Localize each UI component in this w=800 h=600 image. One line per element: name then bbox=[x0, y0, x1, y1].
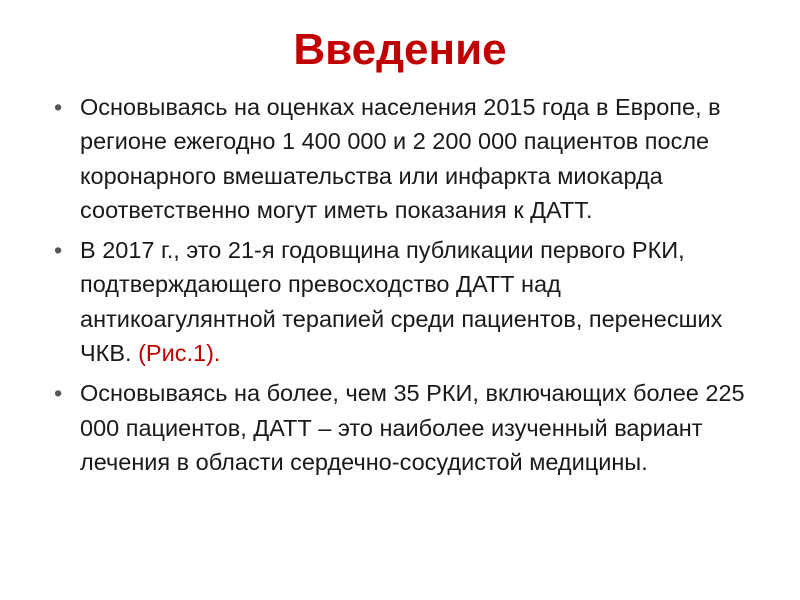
bullet-text: Основываясь на более, чем 35 РКИ, включающих более 225 000 пациентов, ДАТТ – это наиболее изученный вариант лечения в области сердечно-сосудистой медицины. bbox=[80, 380, 745, 475]
slide-title: Введение bbox=[293, 25, 507, 74]
bullet-text: В 2017 г., это 21-я годовщина публикации первого РКИ, подтверждающего превосходство ДАТТ над антикоагулянтной терапией среди пациентов, перенесших ЧКВ. bbox=[80, 237, 723, 367]
bullet-item-anniversary bbox=[52, 233, 752, 370]
bullet-marker: • bbox=[54, 94, 63, 120]
bullet-text: Основываясь на оценках населения 2015 года в Европе, в регионе ежегодно 1 400 000 и 2 200 000 пациентов после коронарного вмешательства или инфаркта миокарда соответственно могут иметь показания к ДАТТ. bbox=[80, 94, 721, 223]
bullet-item-rct-evidence bbox=[52, 376, 752, 479]
figure-reference-link[interactable]: (Рис.1). bbox=[131, 340, 221, 367]
bullet-marker: • bbox=[54, 380, 63, 407]
bullet-marker: • bbox=[54, 237, 63, 264]
bullet-list bbox=[52, 90, 752, 485]
bullet-item-population-estimate bbox=[52, 90, 752, 227]
